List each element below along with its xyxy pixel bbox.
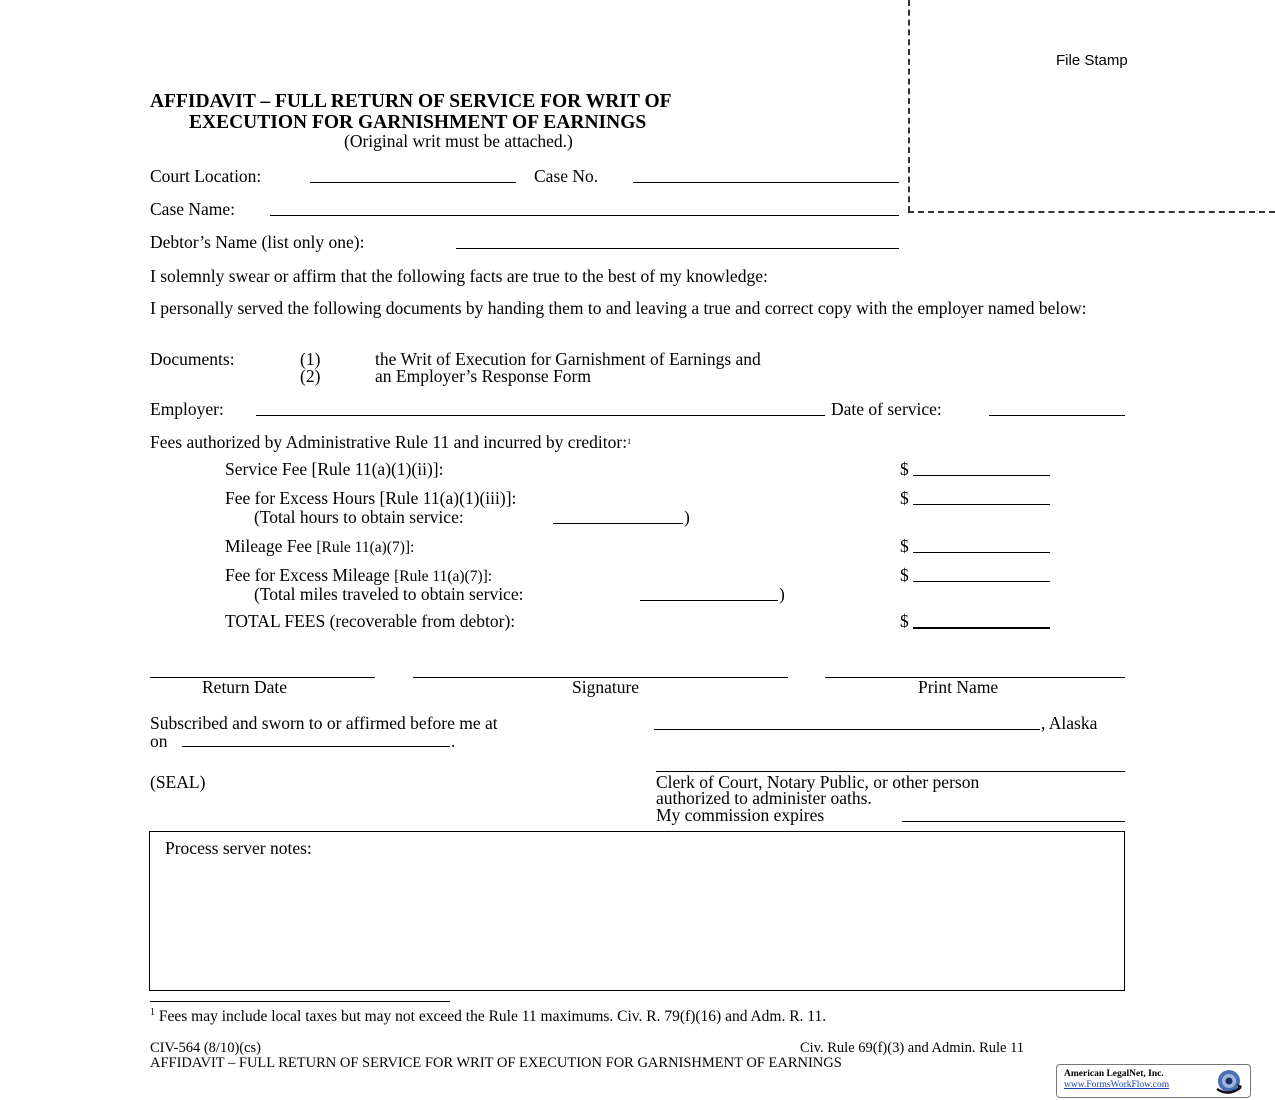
subscribed-label: Subscribed and sworn to or affirmed before me at	[150, 713, 498, 733]
american-legalnet-logo[interactable]	[1056, 1064, 1251, 1098]
commission-label: My commission expires	[656, 805, 825, 825]
case-name-field[interactable]	[270, 215, 899, 216]
court-location-field[interactable]	[310, 182, 516, 183]
form-title-line2: EXECUTION FOR GARNISHMENT OF EARNINGS	[189, 112, 647, 133]
commission-expires-field[interactable]	[902, 821, 1125, 822]
currency-symbol: $	[900, 488, 909, 508]
total-hours-field[interactable]	[553, 523, 683, 524]
total-fees-field[interactable]	[913, 627, 1050, 629]
excess-hours-fee-field[interactable]	[913, 504, 1050, 505]
process-server-notes-label: Process server notes:	[165, 838, 312, 858]
debtor-name-label: Debtor’s Name (list only one):	[150, 232, 365, 252]
currency-symbol: $	[900, 536, 909, 556]
form-subtitle: (Original writ must be attached.)	[344, 131, 573, 151]
footnote-number: 1	[150, 1007, 155, 1018]
excess-hours-label: Fee for Excess Hours [Rule 11(a)(1)(iii)]:	[225, 488, 517, 508]
clerk-label-line1: Clerk of Court, Notary Public, or other person	[656, 772, 980, 792]
footer-rules: Civ. Rule 69(f)(3) and Admin. Rule 11	[800, 1040, 1025, 1056]
date-of-service-label: Date of service:	[831, 399, 942, 419]
total-miles-label: (Total miles traveled to obtain service:	[254, 584, 524, 604]
case-no-label: Case No.	[534, 166, 599, 186]
footer-form-title: AFFIDAVIT – FULL RETURN OF SERVICE FOR WRIT OF EXECUTION FOR GARNISHMENT OF EARNINGS	[150, 1055, 842, 1071]
clerk-label-line2: authorized to administer oaths.	[656, 788, 872, 808]
case-no-field[interactable]	[633, 182, 899, 183]
alaska-label: , Alaska	[1041, 713, 1098, 733]
documents-label: Documents:	[150, 349, 235, 369]
close-paren: )	[684, 507, 690, 527]
location-field[interactable]	[654, 729, 1040, 730]
service-fee-field[interactable]	[913, 475, 1050, 476]
mileage-fee-field[interactable]	[913, 552, 1050, 553]
mileage-fee-label: Mileage Fee [Rule 11(a)(7)]:	[225, 536, 415, 556]
total-fees-label: TOTAL FEES (recoverable from debtor):	[225, 611, 516, 631]
court-location-label: Court Location:	[150, 166, 262, 186]
employer-field[interactable]	[256, 415, 825, 416]
currency-symbol: $	[900, 565, 909, 585]
footnote	[150, 1007, 826, 1026]
close-paren: )	[779, 584, 785, 604]
employer-label: Employer:	[150, 399, 224, 419]
file-stamp-label: File Stamp	[1056, 52, 1128, 69]
total-hours-label: (Total hours to obtain service:	[254, 507, 464, 527]
file-stamp-border-horizontal	[908, 211, 1275, 213]
process-server-notes-box[interactable]	[149, 831, 1125, 991]
total-miles-field[interactable]	[640, 600, 778, 601]
on-label: on	[150, 731, 168, 751]
footnote-divider	[150, 1001, 450, 1002]
document-item-text: the Writ of Execution for Garnishment of Earnings and	[375, 349, 761, 369]
logo-company-name: American LegalNet, Inc.	[1064, 1069, 1164, 1079]
file-stamp-border-vertical	[908, 0, 910, 212]
seal-label: (SEAL)	[150, 772, 206, 792]
document-item-number: (2)	[300, 366, 321, 386]
fees-intro: Fees authorized by Administrative Rule 11 and incurred by creditor:$^1$	[150, 432, 632, 452]
return-date-label: Return Date	[202, 677, 288, 697]
form-title-line1: AFFIDAVIT – FULL RETURN OF SERVICE FOR WRIT OF	[150, 91, 672, 112]
document-item-number: (1)	[300, 349, 321, 369]
form-id: CIV-564 (8/10)(cs)	[150, 1040, 262, 1056]
footnote-reference: 1	[627, 437, 632, 446]
case-name-label: Case Name:	[150, 199, 236, 219]
document-item-text: an Employer’s Response Form	[375, 366, 591, 386]
date-of-service-field[interactable]	[989, 415, 1125, 416]
service-fee-label: Service Fee [Rule 11(a)(1)(ii)]:	[225, 459, 444, 479]
served-statement: I personally served the following documents by handing them to and leaving a true and correct copy with the employer named below:	[150, 298, 1087, 318]
logo-url-link[interactable]: www.FormsWorkFlow.com	[1064, 1080, 1170, 1090]
excess-mileage-label: Fee for Excess Mileage [Rule 11(a)(7)]:	[225, 565, 493, 585]
period: .	[451, 731, 456, 751]
signature-label: Signature	[572, 677, 640, 697]
currency-symbol: $	[900, 611, 909, 631]
globe-arrow-icon	[1214, 1067, 1244, 1095]
currency-symbol: $	[900, 459, 909, 479]
sworn-date-field[interactable]	[182, 746, 450, 747]
debtor-name-field[interactable]	[456, 248, 899, 249]
swear-statement: I solemnly swear or affirm that the following facts are true to the best of my knowledge:	[150, 266, 768, 286]
excess-mileage-fee-field[interactable]	[913, 581, 1050, 582]
print-name-label: Print Name	[918, 677, 999, 697]
footnote-text: Fees may include local taxes but may not exceed the Rule 11 maximums. Civ. R. 79(f)(16) and Adm. R. 11.	[158, 1008, 827, 1026]
